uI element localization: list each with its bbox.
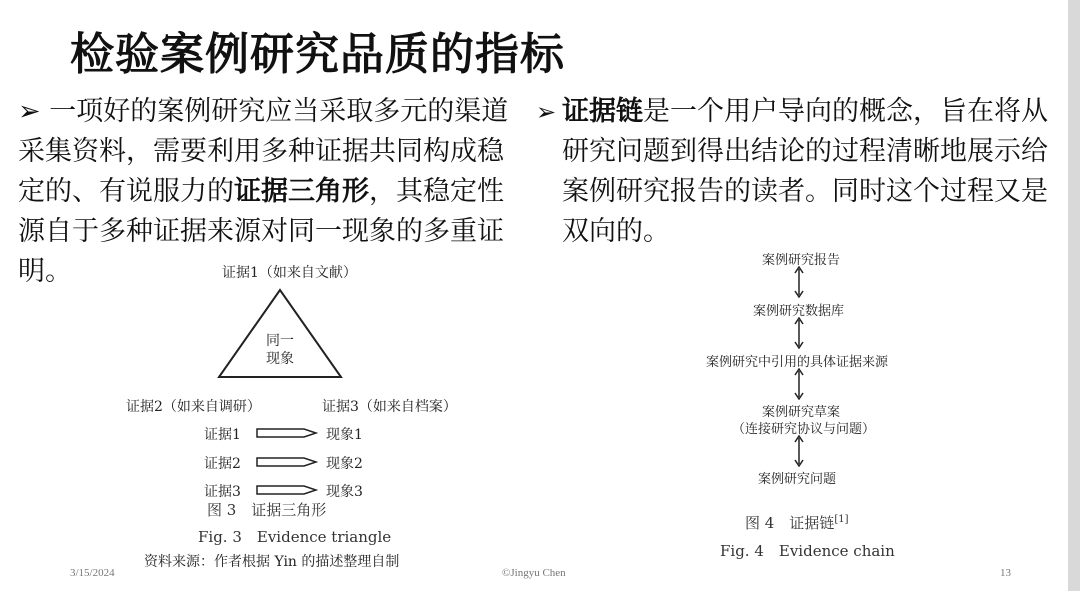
bidirectional-arrow-icon: [794, 317, 804, 349]
footer-page-number: 13: [1000, 567, 1011, 579]
chain-node: 案例研究数据库: [753, 304, 845, 319]
triangle-label-line2: 现象: [266, 351, 294, 367]
double-arrow-icon: [256, 483, 318, 497]
chain-node: 案例研究报告: [762, 253, 841, 268]
phenomenon-row-label: 现象3: [326, 484, 363, 500]
chain-node: 案例研究草案: [762, 405, 841, 420]
bidirectional-arrow-icon: [794, 266, 804, 298]
figure3-caption-en: Fig. 3 Evidence triangle: [198, 528, 392, 546]
footer-date: 3/15/2024: [70, 567, 115, 579]
triangle-right-label: 证据3（如来自档案）: [322, 399, 457, 415]
figure4-caption-cn: [745, 512, 848, 533]
chain-node: 案例研究中引用的具体证据来源: [706, 355, 889, 370]
double-arrow-icon: [256, 455, 318, 469]
slide-title: 检验案例研究品质的指标: [70, 29, 565, 80]
chain-node: 案例研究问题: [758, 472, 837, 487]
triangle-label-line1: 同一: [266, 333, 294, 349]
bidirectional-arrow-icon: [794, 435, 804, 467]
bullet-text-seg: 一项好的案例研究应当采取多元的渠道采集资料，需要利用多种证据共同构成稳定的、有说服力的: [18, 96, 509, 207]
bullet-text-bold: 证据链: [562, 96, 643, 127]
slide-edge: [1068, 0, 1080, 591]
bullet-text-seg: 是一个用户导向的概念，旨在将从研究问题到得出结论的过程清晰地展示给案例研究报告的读者。同时这个过程又是双向的。: [562, 96, 1048, 247]
figure3-source: 资料来源：作者根据 Yin 的描述整理自制: [144, 554, 400, 570]
bullet-text-bold: 证据三角形: [234, 176, 369, 207]
phenomenon-row-label: 现象2: [326, 456, 363, 472]
figure4-caption-text: 图 4 证据链: [745, 514, 835, 532]
bullet-marker-icon: ➢: [536, 98, 557, 126]
bullet-marker-icon: ➢: [18, 96, 41, 127]
chain-node-subtitle: （连接研究协议与问题）: [732, 422, 876, 437]
bidirectional-arrow-icon: [794, 368, 804, 400]
triangle-top-label: 证据1（如来自文献）: [222, 265, 357, 281]
figure-evidence-chain: [540, 0, 1068, 591]
footer-author: ©Jingyu Chen: [502, 567, 566, 579]
figure4-caption-ref: [1]: [834, 514, 849, 525]
double-arrow-icon: [256, 426, 318, 440]
evidence-row-label: 证据1: [204, 427, 241, 443]
bullet-text-seg: ，其稳定性源自于多种证据来源对同一现象的多重证明。: [18, 176, 504, 287]
evidence-row-label: 证据2: [204, 456, 241, 472]
figure3-caption-cn: 图 3 证据三角形: [207, 501, 327, 519]
phenomenon-row-label: 现象1: [326, 427, 363, 443]
figure4-caption-en: Fig. 4 Evidence chain: [720, 542, 895, 560]
evidence-row-label: 证据3: [204, 484, 241, 500]
triangle-left-label: 证据2（如来自调研）: [126, 399, 261, 415]
